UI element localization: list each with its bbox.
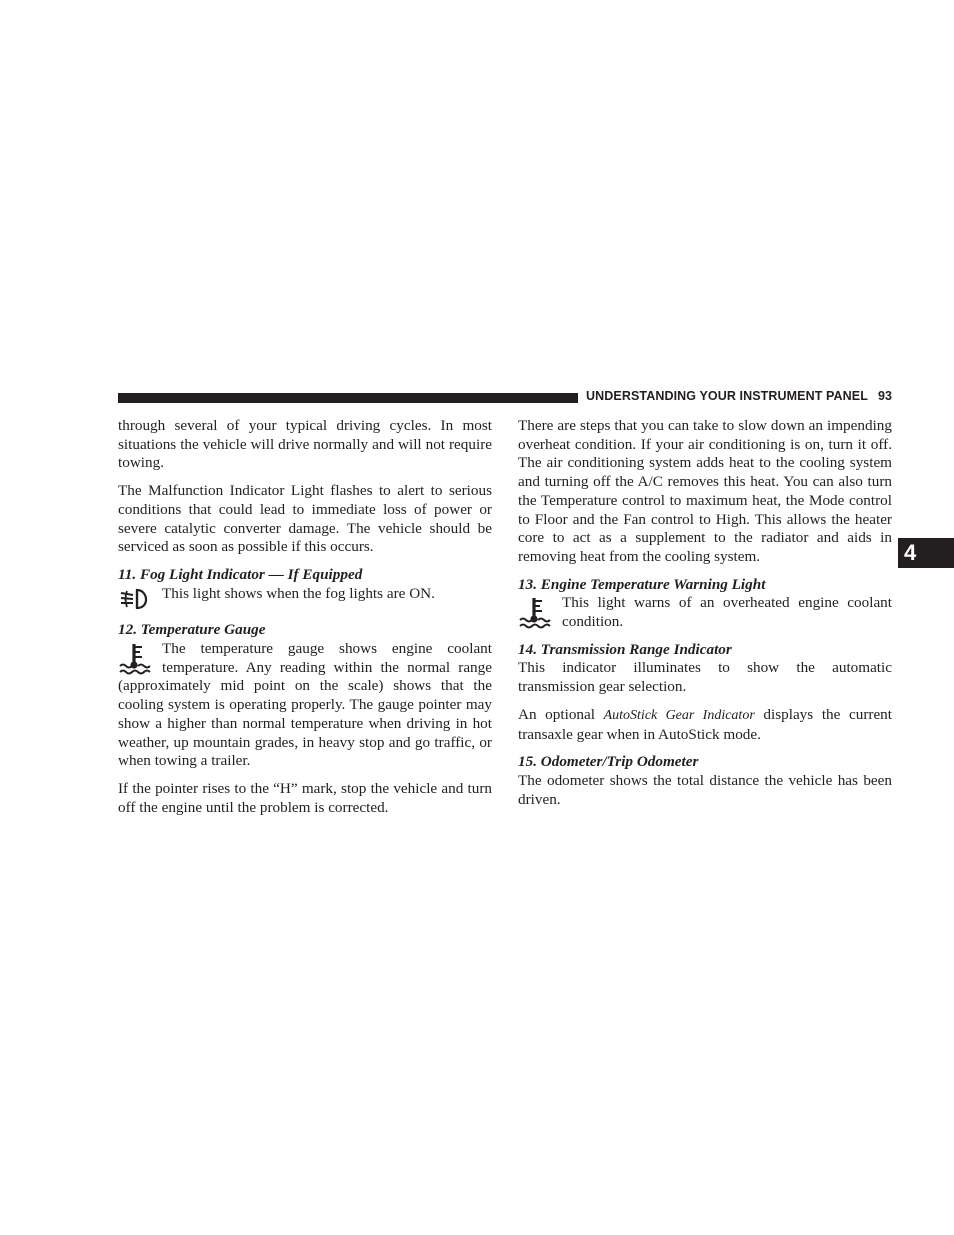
item-heading: 12. Temperature Gauge bbox=[118, 621, 266, 639]
paragraph: The Malfunction Indicator Light flashes to alert to serious conditions that could lead to immediate loss of power or severe catalytic converter damage. The vehicle should be serviced as soon as possible if this occurs. bbox=[118, 482, 492, 556]
item-fog-light bbox=[118, 566, 492, 603]
item-heading: 15. Odometer/Trip Odometer bbox=[518, 753, 699, 771]
item-heading: 14. Transmission Range Indicator bbox=[518, 640, 732, 658]
text-run: An optional bbox=[518, 705, 604, 723]
paragraph: If the pointer rises to the “H” mark, stop the vehicle and turn off the engine until the problem is corrected. bbox=[118, 779, 492, 816]
item-text: This light warns of an overheated engine coolant condition. bbox=[562, 594, 892, 631]
header-rule bbox=[118, 393, 578, 403]
item-text: The temperature gauge shows engine coolant temperature. Any reading within the normal range (approximately mid point on the scale) shows that the cooling system is operating properly. The gauge pointer may show a higher than normal temperature when driving in hot weather, up mountain grades, in heavy stop and go traffic, or when towing a trailer. bbox=[118, 640, 492, 770]
item-temperature-gauge bbox=[118, 621, 492, 771]
paragraph-autostick bbox=[518, 706, 892, 744]
item-text: This indicator illuminates to show the automatic transmission gear selection. bbox=[518, 659, 892, 696]
coolant-temperature-icon bbox=[518, 596, 554, 630]
left-column bbox=[118, 417, 492, 826]
page-number: 93 bbox=[877, 389, 893, 403]
autostick-term: AutoStick Gear Indicator bbox=[603, 707, 755, 723]
item-transmission-range bbox=[518, 641, 892, 697]
item-text: The odometer shows the total distance the vehicle has been driven. bbox=[518, 771, 892, 808]
running-header bbox=[586, 389, 892, 403]
item-heading: 13. Engine Temperature Warning Light bbox=[518, 575, 766, 593]
item-heading: 11. Fog Light Indicator — If Equipped bbox=[118, 565, 363, 583]
chapter-number: 4 bbox=[904, 540, 917, 565]
right-column bbox=[518, 417, 892, 818]
section-title: UNDERSTANDING YOUR INSTRUMENT PANEL bbox=[586, 389, 868, 403]
item-engine-temp-warning bbox=[518, 576, 892, 632]
paragraph: There are steps that you can take to slow down an impending overheat condition. If your air conditioning is on, turn it off. The air conditioning system adds heat to the cooling system and turning off the A/C removes this heat. You can also turn the Temperature control to maximum heat, the Mode control to Floor and the Fan control to High. This allows the heater core to act as a supplement to the radiator and aids in removing heat from the cooling system. bbox=[518, 417, 892, 565]
item-text: This light shows when the fog lights are ON. bbox=[162, 584, 435, 602]
fog-light-icon bbox=[118, 587, 154, 611]
item-odometer bbox=[518, 753, 892, 809]
paragraph: through several of your typical driving cycles. In most situations the vehicle will drive normally and will not require towing. bbox=[118, 417, 492, 472]
coolant-temperature-icon bbox=[118, 642, 154, 676]
text-run: displays the current transaxle gear when in AutoStick mode. bbox=[518, 705, 892, 743]
chapter-tab bbox=[898, 538, 954, 568]
